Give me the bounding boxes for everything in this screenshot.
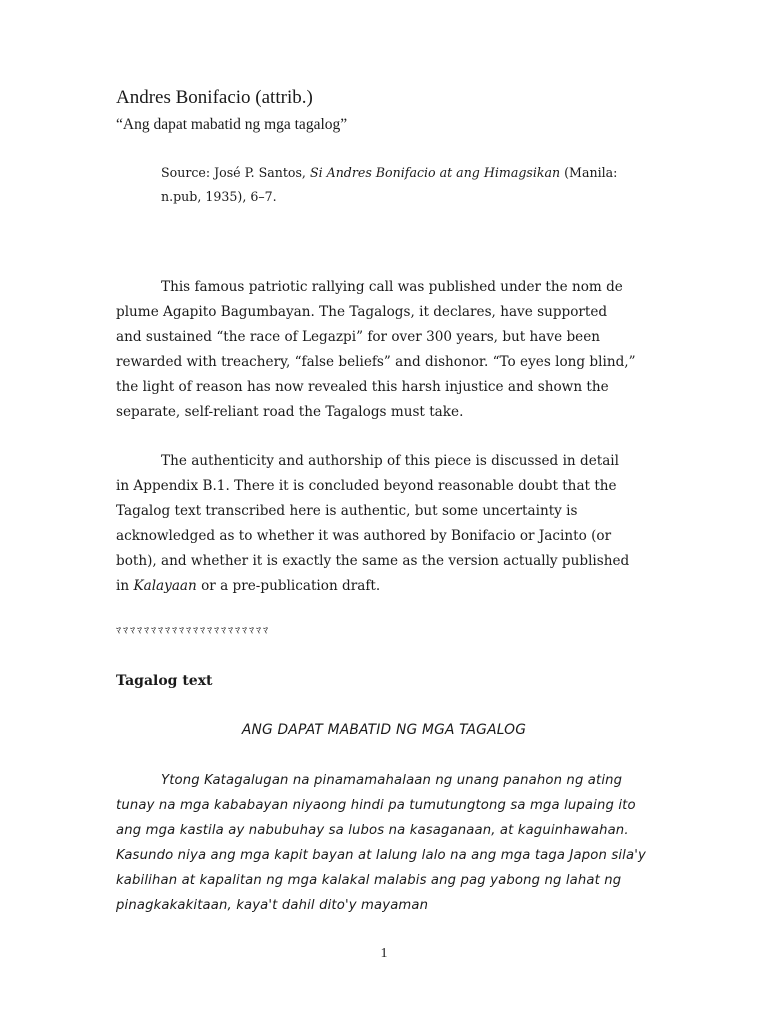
- tagalog-paragraph: Ytong Katagalugan na pinamamahalaan ng unang panahon ng ating tunay na mga kababayan niyaong hindi pa tumutungtong sa mga lupaing ito ang mga kastila ay nabubuhay sa lubos na kasaganaan, at kaguinhawahan. Kasundo niya ang mga kapit bayan at lalung lalo na ang mga taga Japon sila'y kabilihan at kapalitan ng mga kalakal malabis ang pag yabong ng lahat ng pinagkakakitaan, kaya't dahil dito'y mayaman: [116, 773, 646, 913]
- intro-paragraph-2-end: or a pre-publication draft.: [196, 577, 381, 594]
- source-book-title: Si Andres Bonifacio at ang Himagsikan: [309, 165, 561, 180]
- intro-paragraph-2: [116, 449, 636, 598]
- ornamental-divider: ﾏﾏﾏﾏﾏﾏﾏﾏﾏﾏﾏﾏﾏﾏﾏﾏﾏﾏﾏﾏﾏﾏ: [116, 626, 270, 637]
- page-number: 1: [380, 946, 388, 961]
- section-heading: Tagalog text: [116, 673, 213, 689]
- intro-paragraph-2-text: The authenticity and authorship of this piece is discussed in detail in Appendix B.1. There it is concluded beyond reasonable doubt that the Tagalog text transcribed here is authentic, but some uncertainty is acknowledged as to whether it was authored by Bonifacio or Jacinto (or both), and whether it is exactly the same as the version actually published in: [116, 453, 630, 594]
- intro-paragraph-1: This famous patriotic rallying call was published under the nom de plume Agapito Bagumbayan. The Tagalogs, it declares, have supported and sustained “the race of Legazpi” for over 300 years, but have been rewarded with treachery, “false beliefs” and dishonor. “To eyes long blind,” the light of reason has now revealed this harsh injustice and shown the separate, self-reliant road the Tagalogs must take.: [116, 279, 636, 420]
- kalayaan-italic: Kalayaan: [133, 577, 197, 594]
- source-prefix: Source: José P. Santos,: [161, 165, 310, 180]
- source-citation: [161, 161, 631, 209]
- document-title: Andres Bonifacio (attrib.): [116, 87, 313, 108]
- tagalog-text-title: ANG DAPAT MABATID NG MGA TAGALOG: [241, 722, 527, 738]
- document-subtitle: “Ang dapat mabatid ng mga tagalog”: [116, 116, 348, 133]
- source-suffix: (Manila: n.pub, 1935), 6–7.: [161, 165, 618, 204]
